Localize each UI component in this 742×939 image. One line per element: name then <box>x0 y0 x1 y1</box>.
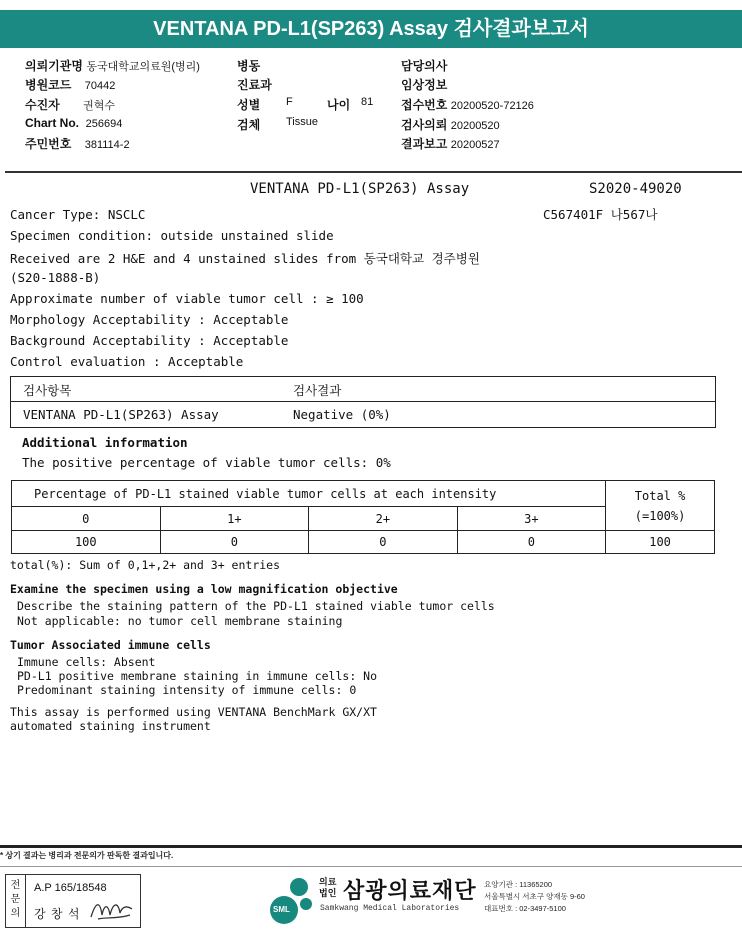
intensity-header: 0 <box>12 507 161 531</box>
org-name: 삼광의료재단 <box>343 878 477 903</box>
immune-line: Predominant staining intensity of immune cells: 0 <box>17 683 357 697</box>
report-header-title: VENTANA PD-L1(SP263) Assay 검사결과보고서 <box>0 10 742 48</box>
info-column-1 <box>25 57 200 154</box>
info-value: 70442 <box>84 80 116 92</box>
report-line: Control evaluation : Acceptable <box>10 354 244 369</box>
receipt-no: 20200520-72126 <box>450 100 534 112</box>
report-line: Specimen condition: outside unstained slide <box>10 228 334 243</box>
immune-line: Immune cells: Absent <box>17 655 156 669</box>
info-label: 담당의사 <box>401 59 448 73</box>
contact-line: 대표번호 : 02-3497-5100 <box>484 904 566 913</box>
specimen-label: 검체 <box>237 118 261 132</box>
percentage-table <box>11 480 715 554</box>
immune-line: PD-L1 positive membrane staining in immune cells: No <box>17 669 378 683</box>
total-header <box>606 481 715 531</box>
report-line: (S20-1888-B) <box>10 270 101 285</box>
footer-separator <box>0 845 742 848</box>
dept-label: 진료과 <box>237 78 272 92</box>
report-line: Morphology Acceptability : Acceptable <box>10 312 289 327</box>
org-contact <box>484 879 585 915</box>
specimen-code: C567401F 나567나 <box>543 207 658 222</box>
report-line: Background Acceptability : Acceptable <box>10 333 289 348</box>
specialist-label: 전문의 <box>6 875 26 927</box>
org-english: Samkwang Medical Laboratories <box>320 904 460 913</box>
examine-title: Examine the specimen using a low magnification objective <box>10 582 398 596</box>
info-value: 381114-2 <box>84 139 130 151</box>
info-column-2 <box>237 57 374 135</box>
intensity-header: 3+ <box>457 507 606 531</box>
cancer-type: Cancer Type: NSCLC <box>10 207 146 222</box>
immune-title: Tumor Associated immune cells <box>10 638 211 652</box>
info-label: 접수번호 <box>401 98 448 112</box>
doctor-name: 강 창 석 <box>34 907 81 921</box>
result-table <box>10 376 716 428</box>
info-value: 256694 <box>85 118 123 130</box>
intensity-value: 100 <box>12 531 161 554</box>
specimen-value: Tissue <box>286 116 318 128</box>
intensity-value: 0 <box>309 531 458 554</box>
percentage-table-title: Percentage of PD-L1 stained viable tumor cells at each intensity <box>12 481 606 507</box>
report-line: Received are 2 H&E and 4 unstained slides from 동국대학교 경주병원 <box>10 251 480 266</box>
report-date: 20200527 <box>450 139 500 151</box>
header-separator <box>5 171 742 173</box>
total-header-line: (=100%) <box>634 508 686 523</box>
info-row-institution <box>25 57 200 76</box>
info-row-resident-no <box>25 135 200 154</box>
info-label: Chart No. <box>25 116 79 130</box>
ward-label: 병동 <box>237 59 261 73</box>
request-date: 20200520 <box>450 120 500 132</box>
info-label: 의뢰기관명 <box>25 59 83 73</box>
intensity-value: 0 <box>160 531 309 554</box>
age-value: 81 <box>361 96 374 108</box>
total-header-line: Total % <box>634 488 686 503</box>
report-number: S2020-49020 <box>589 181 682 197</box>
closing-line: automated staining instrument <box>10 719 211 733</box>
intensity-header: 1+ <box>160 507 309 531</box>
info-label: 주민번호 <box>25 137 72 151</box>
info-value: 권혁수 <box>83 100 116 112</box>
intensity-header: 2+ <box>309 507 458 531</box>
contact-line: 서울특별시 서초구 양재동 9-60 <box>484 892 585 901</box>
result-item: VENTANA PD-L1(SP263) Assay <box>23 407 219 422</box>
sex-value: F <box>286 96 293 108</box>
examine-line: Not applicable: no tumor cell membrane staining <box>17 614 343 628</box>
info-row-patient <box>25 96 200 116</box>
age-label: 나이 <box>327 98 351 112</box>
info-label: 병원코드 <box>25 78 72 92</box>
doctor-stamp-box <box>5 874 141 928</box>
result-value: Negative (0%) <box>293 407 391 422</box>
report-line: Approximate number of viable tumor cell : ≥ 100 <box>10 291 364 306</box>
contact-line: 요양기관 : 11365200 <box>484 880 553 889</box>
info-label: 임상정보 <box>401 78 448 92</box>
footer-divider <box>0 866 742 867</box>
org-prefix: 의료 법인 <box>319 877 337 898</box>
result-header-result: 검사결과 <box>293 383 342 398</box>
additional-title: Additional information <box>22 435 188 450</box>
ap-number: A.P 165/18548 <box>34 882 107 894</box>
info-row-chart-no <box>25 116 200 135</box>
sex-label: 성별 <box>237 98 261 112</box>
closing-line: This assay is performed using VENTANA BenchMark GX/XT <box>10 705 377 719</box>
total-value: 100 <box>606 531 715 554</box>
info-row-hospital-code <box>25 76 200 96</box>
logo-text: SML <box>273 905 290 914</box>
result-header-item: 검사항목 <box>23 383 72 398</box>
sml-logo-icon <box>270 876 320 926</box>
info-value: 동국대학교의료원(병리) <box>86 61 200 73</box>
intensity-value: 0 <box>457 531 606 554</box>
total-note: total(%): Sum of 0,1+,2+ and 3+ entries <box>10 558 281 572</box>
signature-icon <box>88 897 134 923</box>
info-column-3 <box>401 57 534 154</box>
info-label: 검사의뢰 <box>401 118 448 132</box>
examine-line: Describe the staining pattern of the PD-L1 stained viable tumor cells <box>17 599 495 613</box>
info-label: 결과보고 <box>401 137 448 151</box>
footer-notice: * 상기 결과는 병리과 전문의가 판독한 결과입니다. <box>0 851 174 860</box>
info-label: 수진자 <box>25 98 60 112</box>
additional-text: The positive percentage of viable tumor cells: 0% <box>22 455 391 470</box>
assay-title: VENTANA PD-L1(SP263) Assay <box>250 181 470 197</box>
